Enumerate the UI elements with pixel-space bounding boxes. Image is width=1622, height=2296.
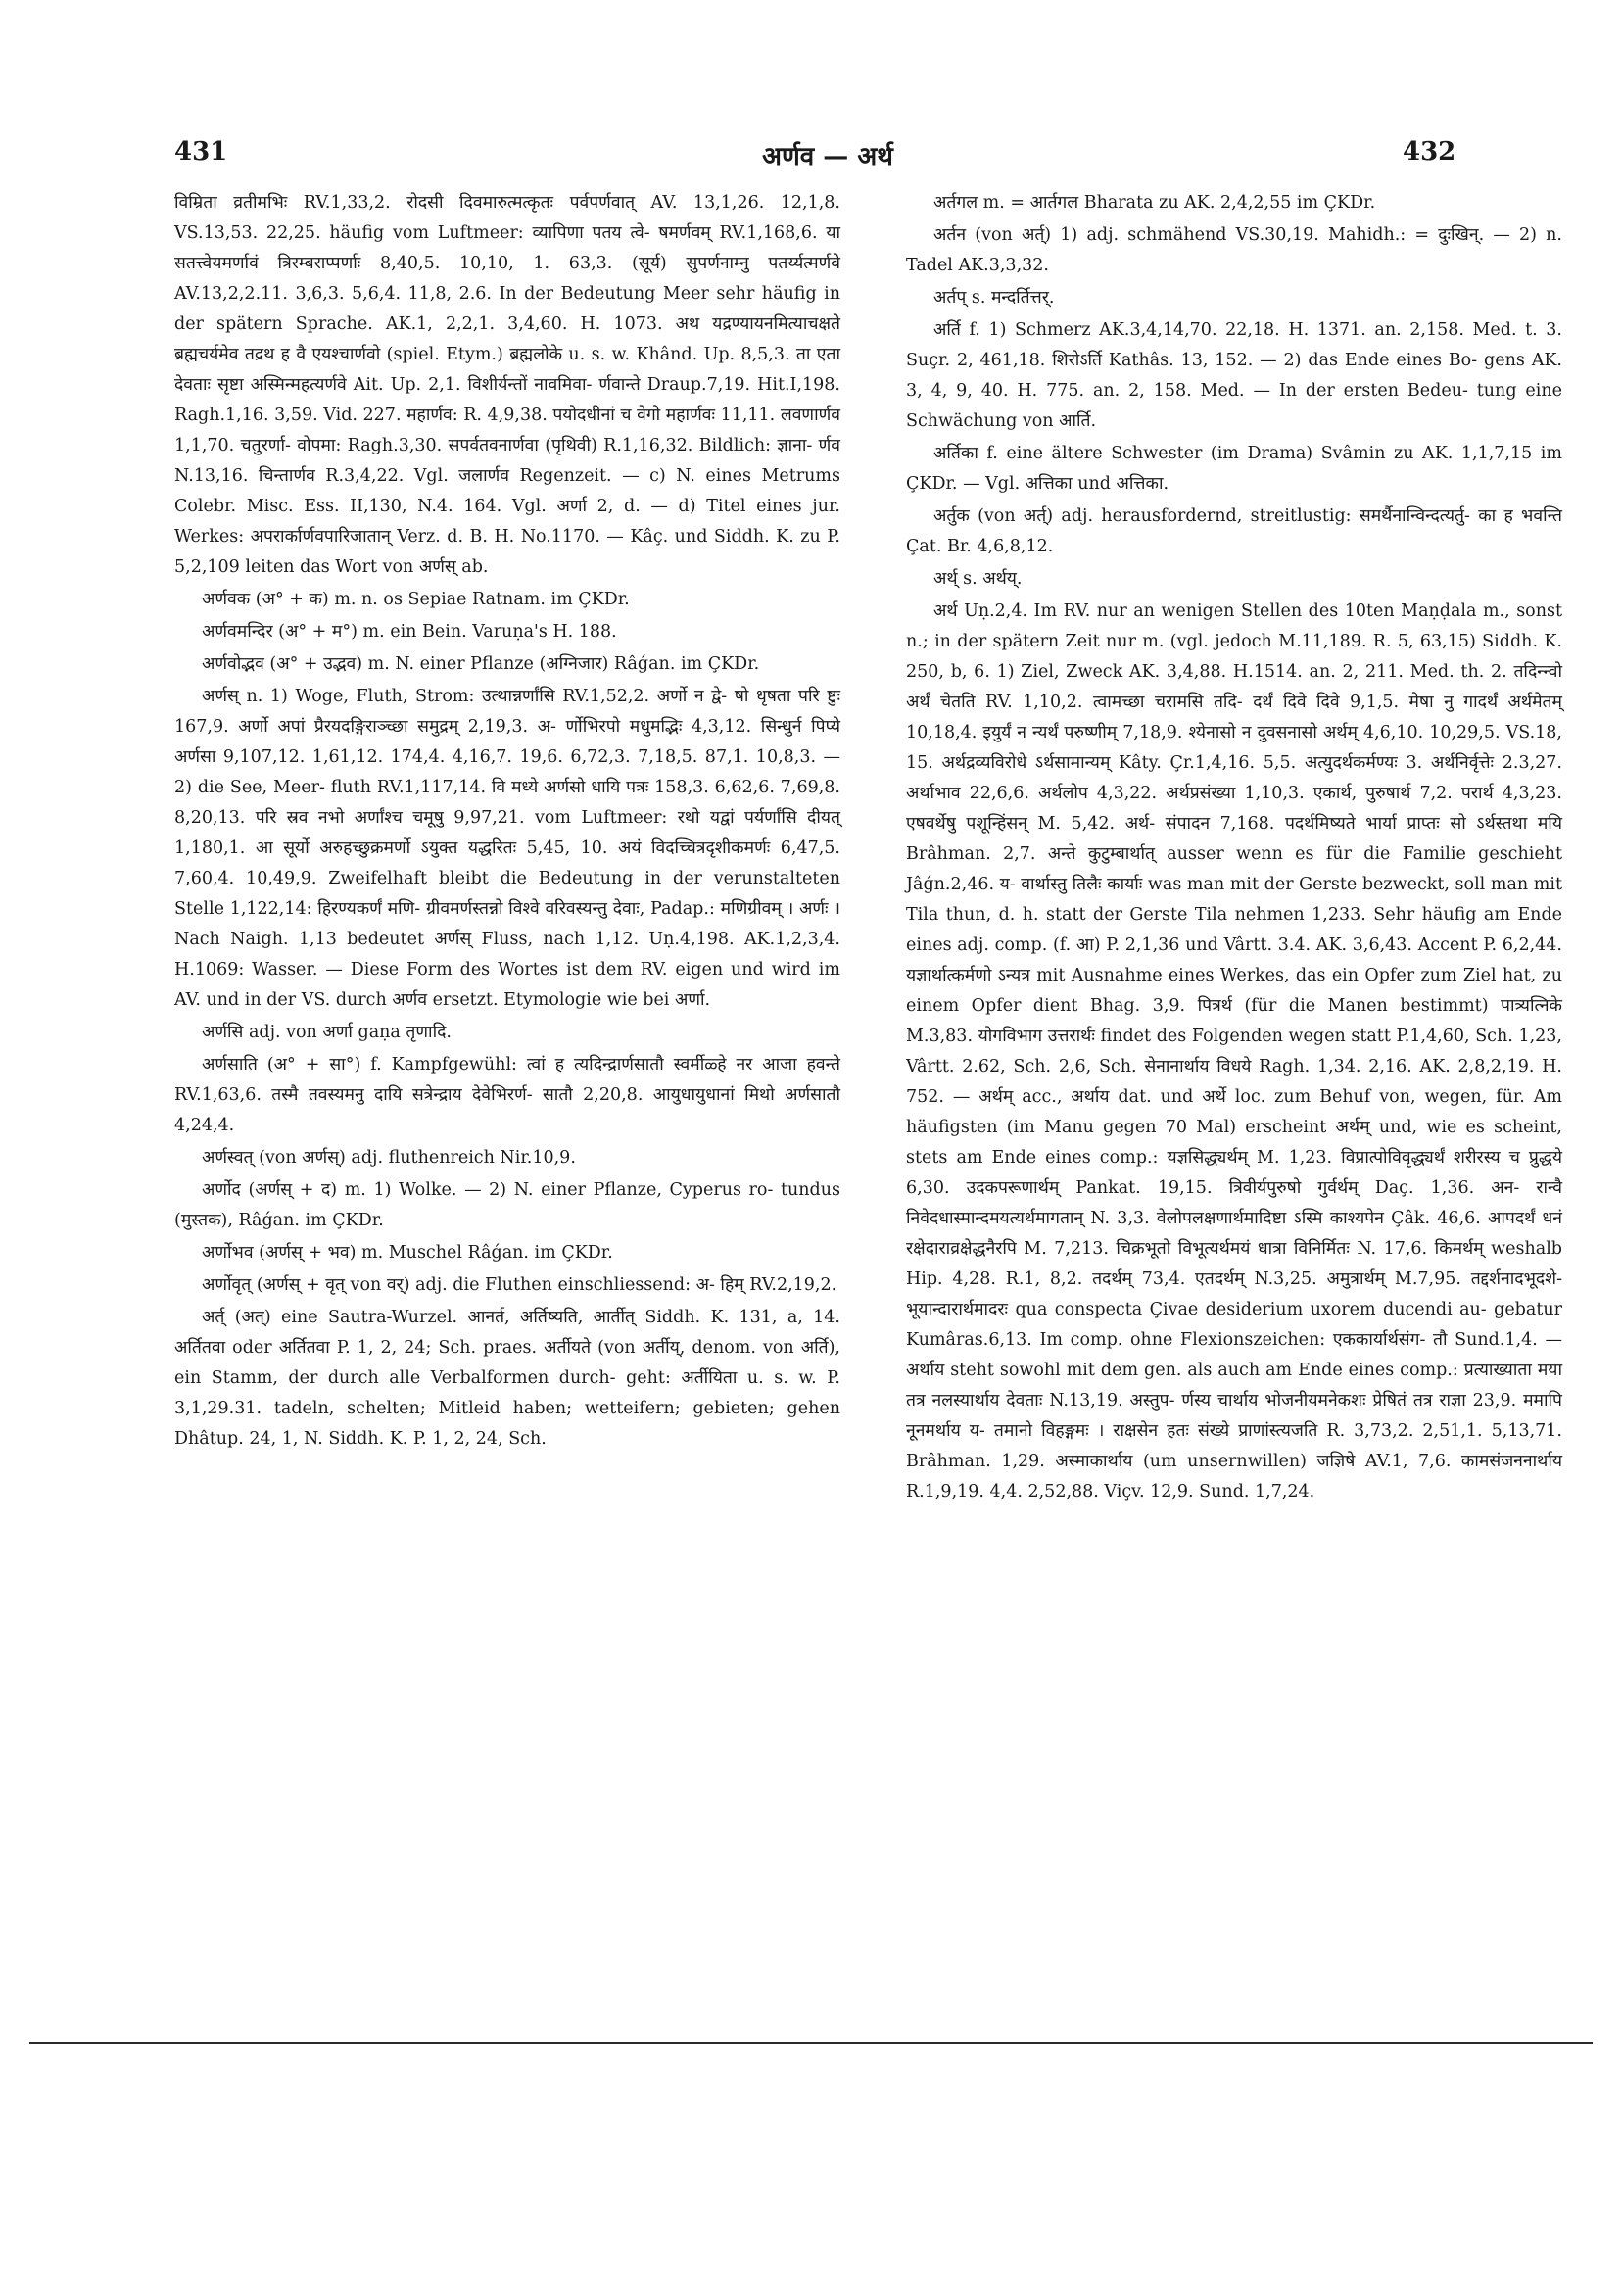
dictionary-entry: अर्ति f. 1) Schmerz AK.3,4,14,70. 22,18. H. 1371. an. 2,158. Med. t. 3. Suçr. 2, 461,18. शिरोऽर्ति Kathâs. 13, 152. — 2) das Ende eines Bo- gens AK. 3, 4, 9, 40. H. 775. an. 2, 158. Med. — In der ersten Bedeu- tung eine Schwächung von आर्ति. (906, 320, 1562, 431)
dictionary-entry: अर्थ Uṇ.2,4. Im RV. nur an wenigen Stellen des 10ten Maṇḍala m., sonst n.; in der spätern Zeit nur m. (vgl. jedoch M.11,189. R. 5, 63,15) Siddh. K. 250, b, 6. 1) Ziel, Zweck AK. 3,4,88. H.1514. an. 2, 211. Med. th. 2. तदिन्न्वो अर्थं चेतति RV. 1,10,2. त्वामच्छा चरामसि तदि- दर्थं दिवे दिवे 9,1,5. मेषा नु गादर्थं अर्थमेतम् 10,18,4. इयुर्यं न न्यर्थं परुष्णीम् 7,18,9. श्येनासो न दुवसनासो अर्थम् 4,6,10. 10,29,5. VS.18, 15. अर्थद्रव्यविरोधे ऽर्थसामान्यम् Kâty. Çr.1,4,16. 5,5. अत्युदर्थकर्मण्यः 3. अर्थनिर्वृत्तेः 2.3,27. अर्थाभाव 22,6,6. अर्थलोप 4,3,22. अर्थप्रसंख्या 1,10,3. एकार्थ, पुरुषार्थ 7,2. परार्थ 4,3,23. एषवर्थेषु पशून्हिंसन् M. 5,42. अर्थ- संपादन 7,168. पदर्थमिष्यते भार्या प्राप्तः सो ऽर्थस्तथा मयि Brâhman. 2,7. अन्ते कुटुम्बार्थात् ausser wenn es für die Familie geschieht Jâǵn.2,46. य- वार्थास्तु तिलैः कार्याः was man mit der Gerste bezweckt, soll man mit Tila thun, d. h. statt der Gerste Tila nehmen 1,233. Sehr häufig am Ende eines adj. comp. (f. आ) P. 2,1,36 und Vârtt. 3.4. AK. 3,6,43. Accent P. 6,2,44. यज्ञार्थात्कर्मणो ऽन्यत्र mit Ausnahme eines Werkes, das ein Opfer zum Ziel hat, zu einem Opfer dient Bhag. 3,9. पित्रर्थ (für die Manen bestimmt) पात्र्यत्निके M.3,83. योगविभाग उत्तरार्थः findet des Folgenden wegen statt P.1,4,60, Sch. 1,23, Vârtt. 2.62, Sch. 2,6, Sch. सेनानार्थाय विधये Ragh. 1,34. 2,16. AK. 2,8,2,19. H. 752. — अर्थम् acc., अर्थाय dat. und अर्थे loc. zum Behuf von, wegen, für. Am häufigsten (im Manu gegen 70 Mal) erscheint अर्थम् und, wie es scheint, stets am Ende eines comp.: यज्ञसिद्ध्यर्थम् M. 1,23. विप्रात्पोविवृद्ध्यर्थं शरीरस्य च प्रुद्धये 6,30. उदकपरूणार्थम् Pankat. 19,15. त्रिवीर्यपुरुषो गुर्वर्थम् Daç. 1,36. अन- रान्वै निवेदधास्मान्दमयत्यर्थमागतान् N. 3,3. वेलोपलक्षणार्थमादिष्टा ऽस्मि काश्यपेन Çâk. 46,6. आपदर्थं धनं रक्षेदाराव्रक्षेद्धनैरपि M. 7,213. चिक्रभूतो विभूत्यर्थमयं धात्रा विनिर्मितः N. 17,6. किमर्थम् weshalb Hip. 4,28. R.1, 8,2. तदर्थम् 73,4. एतदर्थम् N.3,25. अमुत्रार्थम् M.7,95. तद्दर्शनादभूदशे- भूयान्दारार्थमादरः qua conspecta Çivae desiderium uxorem ducendi au- gebatur Kumâras.6,13. Im comp. ohne Flexionszeichen: एककार्यार्थसंग- तौ Sund.1,4. — अर्थाय steht sowohl mit dem gen. als auch am Ende eines comp.: प्रत्याख्याता मया तत्र नलस्यार्थाय देवताः N.13,19. अस्तुप- र्णस्य चार्थाय भोजनीयमनेकशः प्रेषितं तत्र राज्ञा 23,9. ममापि नूनमर्थाय य- तमानो विहङ्गमः । राक्षसेन हतः संख्ये प्राणांस्त्यजति R. 3,73,2. 2,51,1. 5,13,71. Brâhman. 1,29. अस्माकार्थाय (um unsernwillen) जज्ञिषे AV.1, 7,6. कामसंजननार्थाय R.1,9,19. 4,4. 2,52,88. Viçv. 12,9. Sund. 1,7,24. (906, 601, 1562, 1502)
dictionary-entry: अर्णस्वत् (von अर्णस्) adj. fluthenreich Nir.10,9. (202, 1148, 576, 1168)
page-number-left: 431 (174, 137, 228, 167)
page-number-right: 432 (1403, 137, 1456, 167)
dictionary-entry: अर्त् (अत्) eine Sautra-Wurzel. आनर्त, अर्तिष्यति, आर्तीत् Siddh. K. 131, a, 14. अर्तितवा oder अर्तितवा P. 1, 2, 24; Sch. praes. अर्तीयते (von अर्तीय्, denom. von अर्ति), ein Stamm, der durch alle Verbalformen durch- geht: अर्तीयिता u. s. w. P. 3,1,29.31. tadeln, schelten; Mitleid haben; wetteifern; gebieten; gehen Dhâtup. 24, 1, N. Siddh. K. P. 1, 2, 24, Sch. (174, 1308, 840, 1449)
dictionary-entry: अर्णोद (अर्णस् + द) m. 1) Wolke. — 2) N. einer Pflanze, Cyperus ro- tundus (मुस्तक), Râǵan. im ÇKDr. (174, 1180, 840, 1230)
dictionary-entry: अर्तगल m. = आर्तगल Bharata zu AK. 2,4,2,55 im ÇKDr. (933, 193, 1376, 213)
dictionary-entry: अर्तुक (von अर्त्) adj. herausfordernd, streitlustig: समर्थैनान्विन्दत्यर्तु- का ह भवन्ति Çat. Br. 4,6,8,12. (906, 506, 1562, 556)
dictionary-entry: अर्थ् s. अर्थय्. (933, 569, 1023, 589)
dictionary-entry: अर्णवमन्दिर (अ° + म°) m. ein Bein. Varuṇa's H. 188. (202, 622, 617, 642)
dictionary-entry: अर्णवक (अ° + क) m. n. os Sepiae Ratnam. im ÇKDr. (202, 590, 630, 609)
dictionary-entry: अर्णसि adj. von अर्णा gaṇa तृणादि. (202, 1023, 452, 1042)
left-column (174, 188, 840, 1457)
running-head: अर्णव — अर्थ (762, 142, 893, 171)
dictionary-entry: अर्तिका f. eine ältere Schwester (im Drama) Svâmin zu AK. 1,1,7,15 im ÇKDr. — Vgl. अत्तिका und अत्तिका. (906, 444, 1562, 494)
column-divider (877, 186, 878, 1998)
dictionary-entry: अर्तप् s. मन्दर्तित्तर्. (933, 288, 1055, 308)
dictionary-entry: विम्रिता व्रतीमभिः RV.1,33,2. रोदसी दिवमारुत्मत्कृतः पर्वपर्णवात् AV. 13,1,26. 12,1,8. VS.13,53. 22,25. häufig vom Luftmeer: व्यापिणा पतय त्वे- षमर्णवम् RV.1,168,6. या सतत्त्वेयमर्णावं त्रिरम्बराप्पर्णाः 8,40,5. 10,10, 1. 63,3. (सूर्य) सुपर्णनाम्नु पतर्य्यत्मर्णवे AV.13,2,2.11. 3,6,3. 5,6,4. 11,8, 2.6. In der Bedeutung Meer sehr häufig in der spätern Sprache. AK.1, 2,2,1. 3,4,60. H. 1073. अथ यद्रण्यायनमित्याचक्षते ब्रह्मचर्यमेव तद्रथ ह वै एयश्चार्णवो (spiel. Etym.) ब्रह्मलोके u. s. w. Khând. Up. 8,5,3. ता एता देवताः सृष्टा अस्मिन्महत्यर्णवे Ait. Up. 2,1. विशीर्यन्तों नावमिवा- र्णवान्ते Draup.7,19. Hit.I,198. Ragh.1,16. 3,59. Vid. 227. महार्णव: R. 4,9,38. पयोदधीनां च वेगो महार्णवः 11,11. लवणार्णव 1,1,70. चतुरर्णा- वोपमा: Ragh.3,30. सपर्वतवनार्णवा (पृथिवी) R.1,16,32. Bildlich: ज्ञाना- र्णव N.13,16. चिन्तार्णव R.3,4,22. Vgl. जलार्णव Regenzeit. — c) N. eines Metrums Colebr. Misc. Ess. II,130, N.4. 164. Vgl. अर्णा 2, d. — d) Titel eines jur. Werkes: अपरार्कार्णवपारिजातान् Verz. d. B. H. No.1170. — Kâç. und Siddh. K. zu P. 5,2,109 leiten das Wort von अर्णस् ab. (174, 193, 840, 577)
bottom-rule (29, 2042, 1593, 2044)
dictionary-entry: अर्णसाति (अ° + सा°) f. Kampfgewühl: त्वां ह त्यदिन्द्रार्णसातौ स्वर्मीळ्हे नर आजा हवन्ते RV.1,63,6. तस्मै तवस्यमनु दायि सत्रेन्द्राय देवेभिरर्ण- सातौ 2,20,8. आयुधायुधानां मिथो अर्णसातौ 4,24,4. (174, 1055, 840, 1135)
dictionary-entry: अर्णोवृत् (अर्णस् + वृत् von वर्) adj. die Fluthen einschliessend: अ- हिम् RV.2,19,2. (202, 1275, 837, 1295)
dictionary-entry: अर्णवोद्भव (अ° + उद्भव) m. N. einer Pflanze (अग्निजार) Râǵan. im ÇKDr. (202, 654, 760, 674)
right-column (906, 188, 1562, 1509)
dictionary-entry: अर्णस् n. 1) Woge, Fluth, Strom: उत्थान्नर्णांसि RV.1,52,2. अर्णो न द्वे- षो धृषता परि ष्टुः 167,9. अर्णो अपां प्रैरयदङ्गिराञ्च्छा समुद्रम् 2,19,3. अ- र्णोभिरपो मधुमद्भिः 4,3,12. सिन्धुर्न पिप्ये अर्णसा 9,107,12. 1,61,12. 174,4. 4,16,7. 19,6. 6,72,3. 7,18,5. 87,1. 10,8,3. — 2) die See, Meer- fluth RV.1,117,14. वि मध्ये अर्णसो धायि पत्रः 158,3. 6,62,6. 7,69,8. 8,20,13. परि स्रव नभो अर्णांश्च चमूषु 9,97,21. vom Luftmeer: रथो यद्वां पर्यर्णांसि दीयत् 1,180,1. आ सूर्यो अरुहच्छुक्रमर्णो ऽयुक्त यद्धरितः 5,45, 10. अयं विदच्चित्रदृशीकमर्णः 6,47,5. 7,60,4. 10,49,9. Zweifelhaft bleibt die Bedeutung in der verunstalteten Stelle 1,122,14: हिरण्यकर्णं मणि- ग्रीवमर्णस्तन्नो विश्वे वरिवस्यन्तु देवाः, Padap.: मणिग्रीवम् । अर्णः । Nach Naigh. 1,13 bedeutet अर्णस् Fluss, nach 1,12. Uṇ.4,198. AK.1,2,3,4. H.1069: Wasser. — Diese Form des Wortes ist dem RV. eigen und wird im AV. und in der VS. durch अर्णव ersetzt. Etymologie wie bei अर्णा. (174, 687, 840, 1010)
dictionary-entry: अर्णोभव (अर्णस् + भव) m. Muschel Râǵan. im ÇKDr. (202, 1243, 613, 1263)
dictionary-entry: अर्तन (von अर्त्) 1) adj. schmähend VS.30,19. Mahidh.: = दुःखिन्. — 2) n. Tadel AK.3,3,32. (906, 225, 1562, 275)
